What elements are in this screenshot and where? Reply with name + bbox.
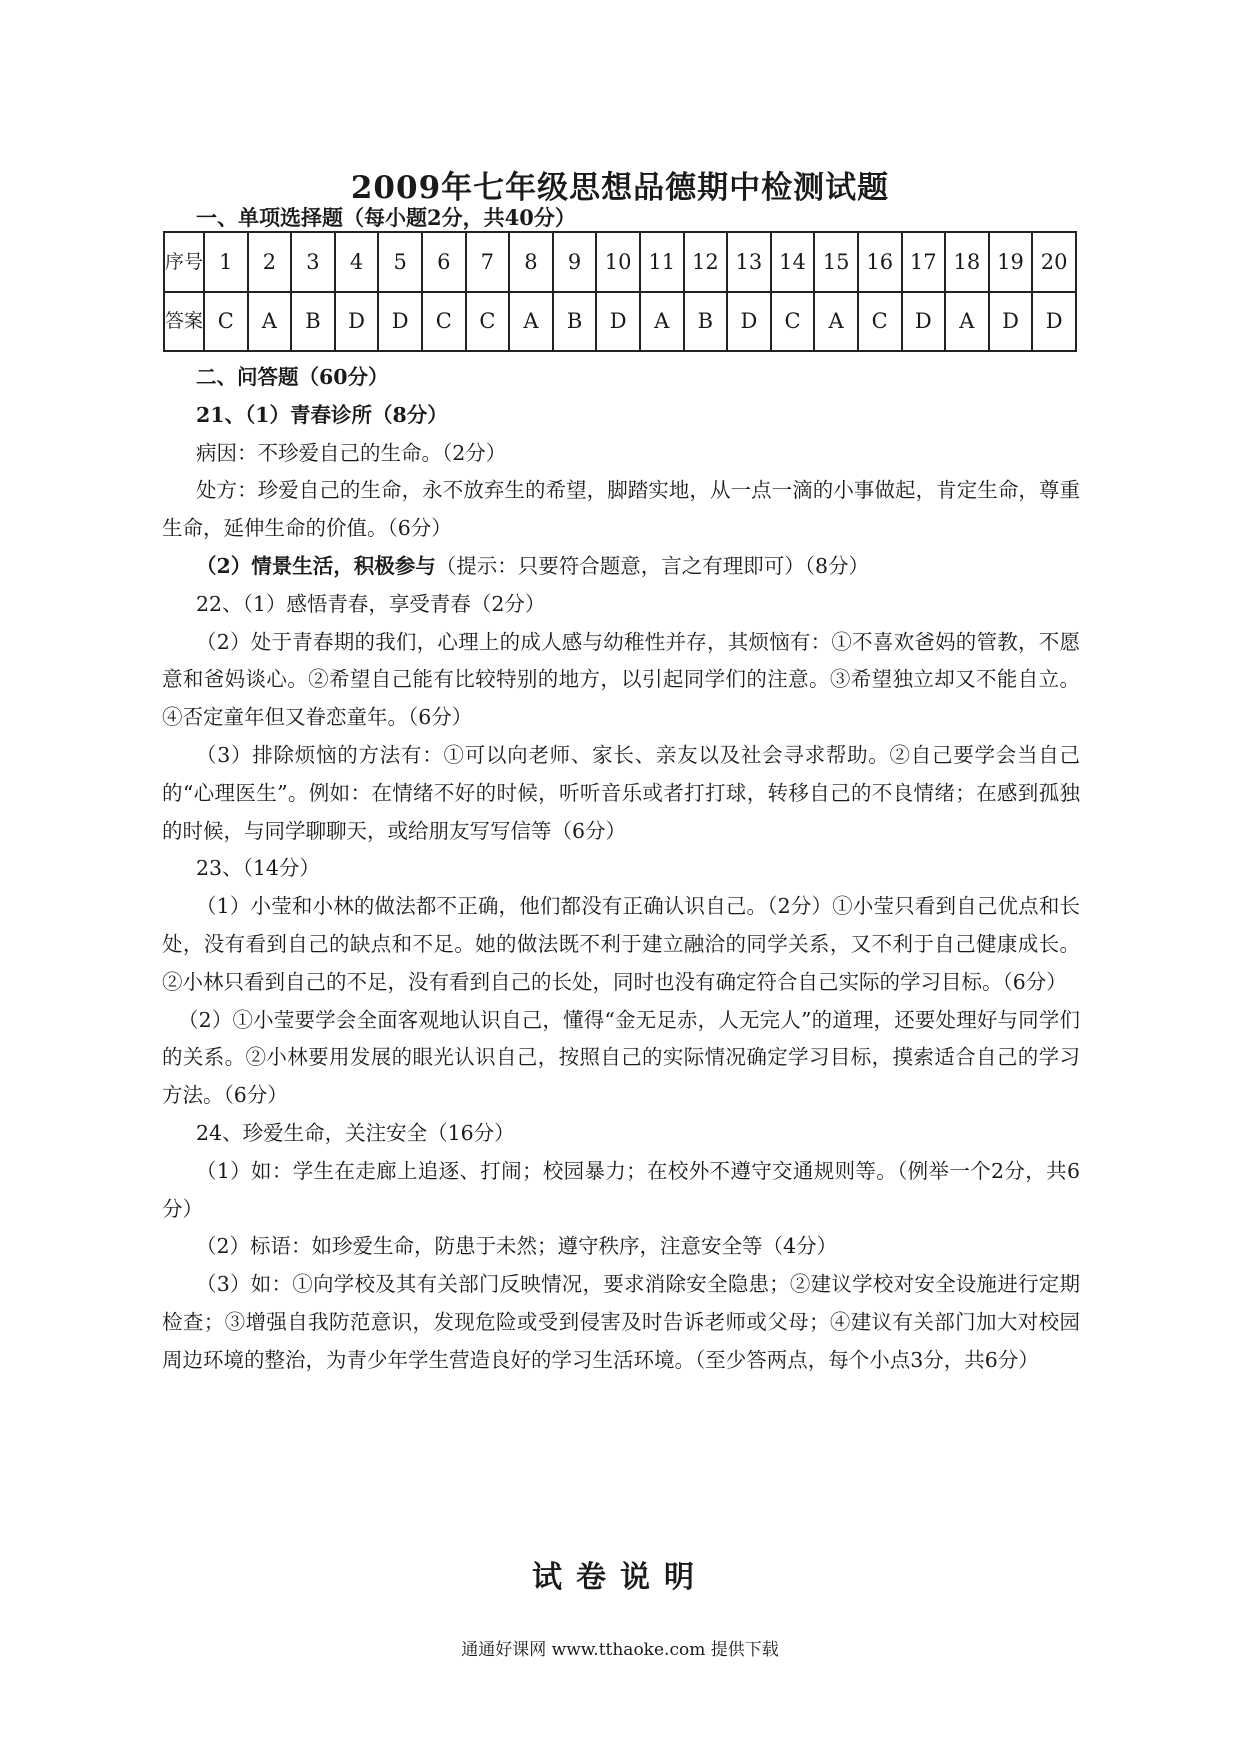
q21-part1-heading: 21、（1）青春诊所（8分） xyxy=(196,402,448,427)
answer-cell: C xyxy=(204,292,248,352)
question-number-cell: 19 xyxy=(989,232,1033,292)
answer-body xyxy=(162,359,1080,1380)
answer-table xyxy=(163,231,1077,352)
answer-cell: D xyxy=(1032,292,1076,352)
q21-part2-title: （2）情景生活，积极参与 xyxy=(196,553,436,578)
q24-heading: 24、珍爱生命，关注安全（16分） xyxy=(196,1120,515,1145)
q24-part2: （2）标语：如珍爱生命，防患于未然；遵守秩序，注意安全等（4分） xyxy=(196,1234,838,1259)
question-number-cell: 20 xyxy=(1032,232,1076,292)
number-row-label: 序号 xyxy=(164,232,204,292)
question-number-cell: 9 xyxy=(553,232,597,292)
footer-credit: 通通好课网 www.tthaoke.com 提供下载 xyxy=(461,1640,779,1660)
q21-part1-remedy: 处方：珍爱自己的生命，永不放弃生的希望，脚踏实地，从一点一滴的小事做起，肯定生命，尊重生命，延伸生命的价值。（6分） xyxy=(162,478,1080,541)
answer-cell: C xyxy=(858,292,902,352)
q22-part2: （2）处于青春期的我们，心理上的成人感与幼稚性并存，其烦恼有：①不喜欢爸妈的管教，不愿意和爸妈谈心。②希望自己能有比较特别的地方，以引起同学们的注意。③希望独立却又不能自立。④否定童年但又眷恋童年。（6分） xyxy=(162,629,1080,730)
answer-cell: D xyxy=(378,292,422,352)
q21-part2-hint: （提示：只要符合题意，言之有理即可）（8分） xyxy=(435,553,870,578)
answer-cell: A xyxy=(640,292,684,352)
question-number-cell: 18 xyxy=(945,232,989,292)
answer-cell: A xyxy=(248,292,292,352)
answer-cell: B xyxy=(291,292,335,352)
answer-cell: C xyxy=(466,292,510,352)
question-number-cell: 13 xyxy=(727,232,771,292)
q22-part1: 22、（1）感悟青春，享受青春（2分） xyxy=(196,591,546,616)
question-number-cell: 8 xyxy=(509,232,553,292)
question-number-cell: 16 xyxy=(858,232,902,292)
q23-part1: （1）小莹和小林的做法都不正确，他们都没有正确认识自己。（2分）①小莹只看到自己优点和长处，没有看到自己的缺点和不足。她的做法既不利于建立融洽的同学关系，又不利于自己健康成长。②小林只看到自己的不足，没有看到自己的长处，同时也没有确定符合自己实际的学习目标。（6分） xyxy=(162,894,1080,994)
question-number-cell: 14 xyxy=(771,232,815,292)
number-row xyxy=(164,232,1076,292)
answer-cell: B xyxy=(684,292,728,352)
answer-row-label: 答案 xyxy=(164,292,204,352)
answer-cell: A xyxy=(814,292,858,352)
question-number-cell: 5 xyxy=(378,232,422,292)
question-number-cell: 11 xyxy=(640,232,684,292)
question-number-cell: 10 xyxy=(596,232,640,292)
question-number-cell: 1 xyxy=(204,232,248,292)
answer-row xyxy=(164,292,1076,352)
question-number-cell: 6 xyxy=(422,232,466,292)
question-number-cell: 12 xyxy=(684,232,728,292)
exam-notes-heading: 试卷说明 xyxy=(532,1560,708,1595)
answer-cell: A xyxy=(509,292,553,352)
section2-heading: 二、问答题（60分） xyxy=(196,365,389,389)
question-number-cell: 15 xyxy=(814,232,858,292)
answer-cell: C xyxy=(771,292,815,352)
q24-part3: （3）如：①向学校及其有关部门反映情况，要求消除安全隐患；②建议学校对安全设施进行定期检查；③增强自我防范意识，发现危险或受到侵害及时告诉老师或父母；④建议有关部门加大对校园周边环境的整治，为青少年学生营造良好的学习生活环境。（至少答两点，每个小点3分，共6分） xyxy=(162,1272,1080,1372)
q23-heading: 23、（14分） xyxy=(196,856,320,881)
answer-cell: A xyxy=(945,292,989,352)
question-number-cell: 7 xyxy=(466,232,510,292)
question-number-cell: 2 xyxy=(248,232,292,292)
answer-cell: D xyxy=(989,292,1033,352)
question-number-cell: 4 xyxy=(335,232,379,292)
q23-part2: （2）①小莹要学会全面客观地认识自己，懂得“金无足赤，人无完人”的道理，还要处理好与同学们的关系。②小林要用发展的眼光认识自己，按照自己的实际情况确定学习目标，摸索适合自己的学习方法。（6分） xyxy=(162,1007,1080,1108)
answer-cell: B xyxy=(553,292,597,352)
q22-part3: （3）排除烦恼的方法有：①可以向老师、家长、亲友以及社会寻求帮助。②自己要学会当自己的“心理医生”。例如：在情绪不好的时候，听听音乐或者打打球，转移自己的不良情绪；在感到孤独的时候，与同学聊聊天，或给朋友写写信等（6分） xyxy=(162,742,1080,843)
answer-cell: D xyxy=(727,292,771,352)
answer-cell: D xyxy=(902,292,946,352)
answer-cell: C xyxy=(422,292,466,352)
q24-part1: （1）如：学生在走廊上追逐、打闹；校园暴力；在校外不遵守交通规则等。（例举一个2分，共6分） xyxy=(162,1158,1080,1221)
question-number-cell: 17 xyxy=(902,232,946,292)
page-title: 2009年七年级思想品德期中检测试题 xyxy=(350,170,890,206)
answer-cell: D xyxy=(335,292,379,352)
q21-part1-cause: 病因：不珍爱自己的生命。（2分） xyxy=(196,440,507,465)
answer-cell: D xyxy=(596,292,640,352)
q21-part2 xyxy=(162,548,1080,586)
section1-heading: 一、单项选择题（每小题2分，共40分） xyxy=(196,205,576,230)
question-number-cell: 3 xyxy=(291,232,335,292)
